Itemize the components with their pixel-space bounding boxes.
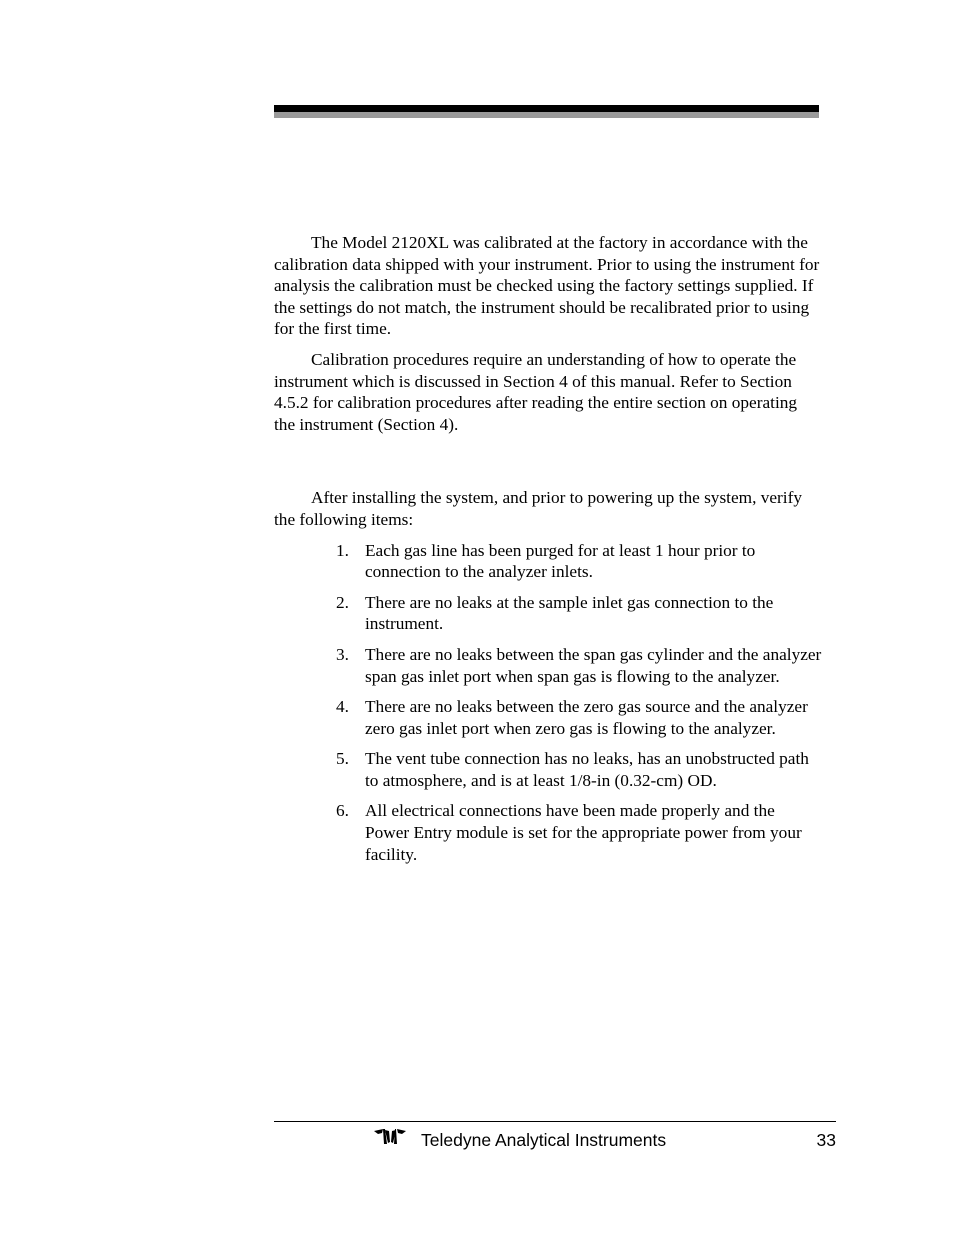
teledyne-logo-icon (373, 1128, 407, 1146)
list-item-number: 4. (336, 697, 349, 717)
paragraph-verify-intro: After installing the system, and prior to powering up the system, verify the following items: (274, 488, 802, 529)
list-item (274, 696, 822, 739)
list-item (274, 800, 822, 865)
list-item-text: The vent tube connection has no leaks, has an unobstructed path to atmosphere, and is at least 1/8-in (0.32-cm) OD. (365, 749, 809, 790)
list-item (274, 644, 822, 687)
page-number: 33 (816, 1130, 836, 1150)
page-body (274, 232, 822, 874)
header-rule-black (274, 105, 819, 112)
paragraph-calibration-procedures: Calibration procedures require an understanding of how to operate the instrument which is discussed in Section 4 of this manual. Refer to Section 4.5.2 for calibration procedures after reading the entire section on operating the instrument (Section 4). (274, 349, 798, 434)
list-item-number: 5. (336, 749, 349, 769)
list-item-text: Each gas line has been purged for at least 1 hour prior to connection to the analyzer inlets. (365, 540, 756, 582)
header-rule-gray (274, 112, 819, 118)
list-item-text: There are no leaks at the sample inlet gas connection to the instrument. (365, 592, 774, 634)
list-item-number: 3. (336, 644, 349, 664)
list-item (274, 748, 822, 791)
list-item-number: 1. (336, 540, 349, 560)
list-item-text: There are no leaks between the zero gas source and the analyzer zero gas inlet port when zero gas is flowing to the analyzer. (365, 697, 808, 738)
list-item-number: 2. (336, 592, 349, 612)
list-item (274, 592, 822, 635)
footer-rule (274, 1121, 836, 1122)
list-item-text: All electrical connections have been made properly and the Power Entry module is set for the appropriate power from your facility. (365, 801, 802, 864)
verification-checklist (274, 540, 822, 866)
paragraph-factory-calibration: The Model 2120XL was calibrated at the factory in accordance with the calibration data shipped with your instrument. Prior to using the instrument for analysis the calibration must be checked using the factory settings supplied. If the settings do not match, the instrument should be recalibrated prior to using for the first time. (274, 233, 820, 339)
list-item-text: There are no leaks between the span gas cylinder and the analyzer span gas inlet port when span gas is flowing to the analyzer. (365, 644, 822, 686)
list-item-number: 6. (336, 801, 349, 821)
list-item (274, 540, 822, 583)
footer-company-name: Teledyne Analytical Instruments (421, 1130, 667, 1150)
